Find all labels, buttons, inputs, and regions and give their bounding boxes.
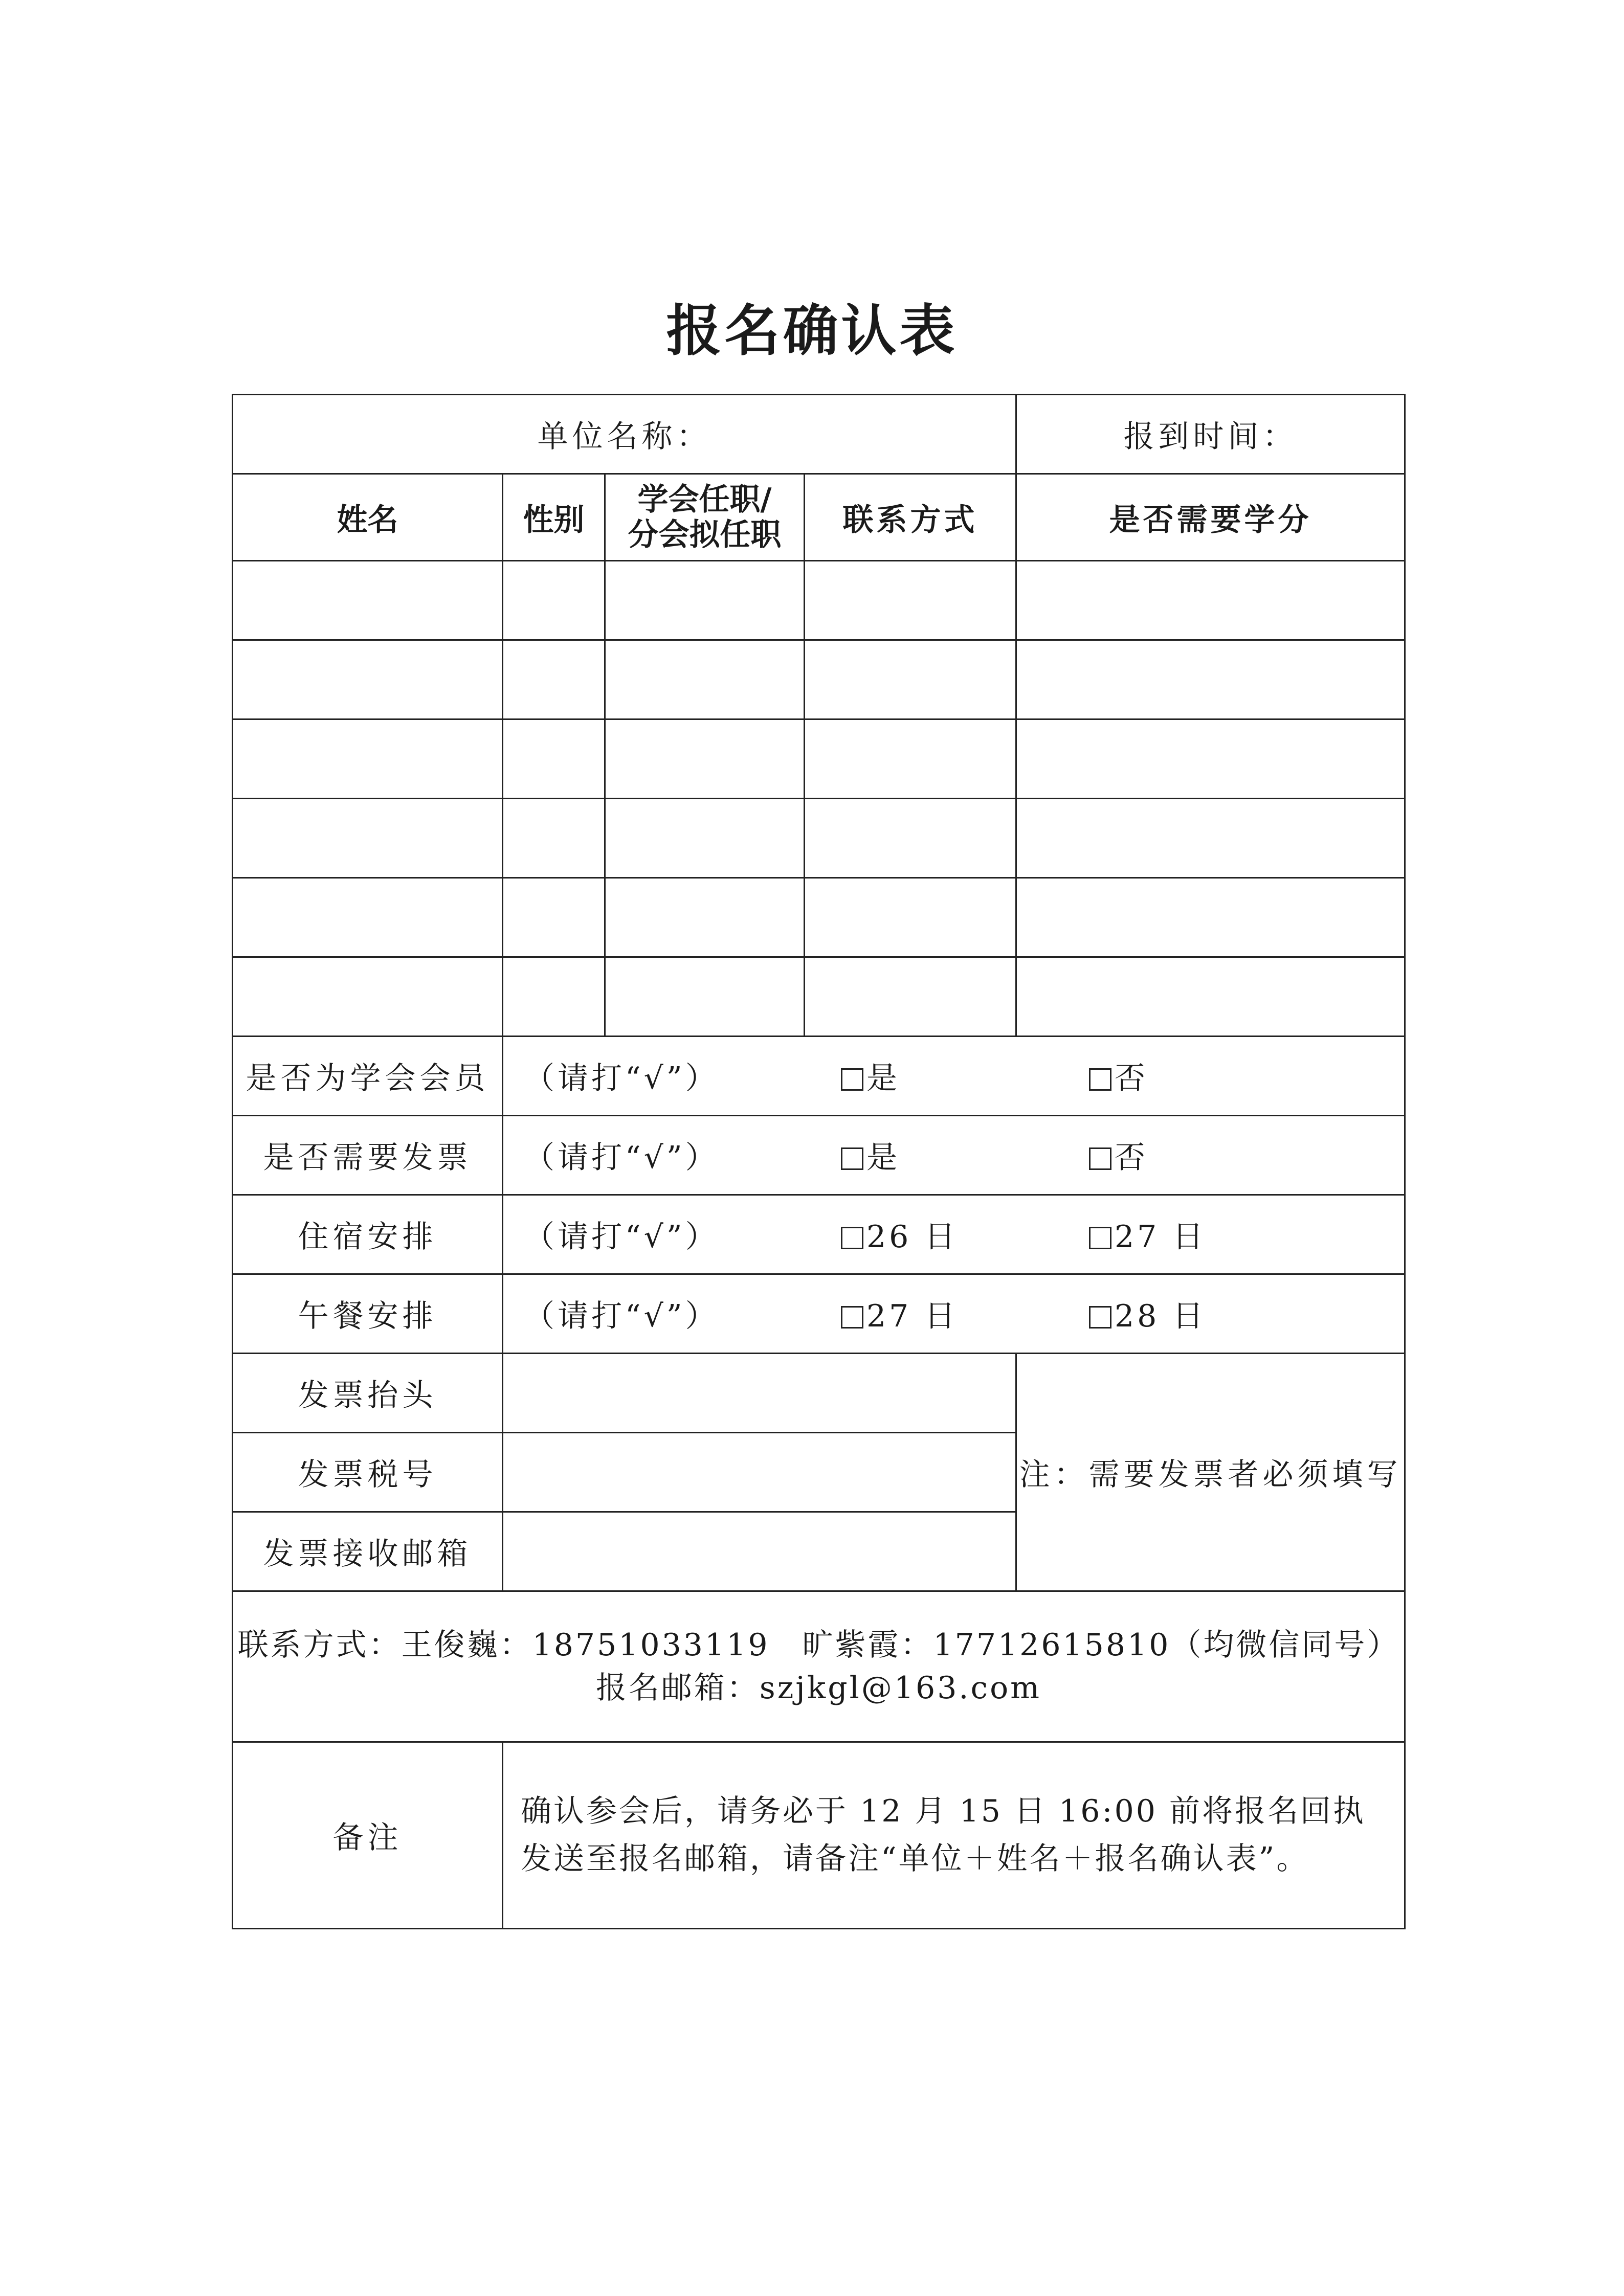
invoice-yes-label: 是 bbox=[866, 1140, 900, 1176]
invoice-title-row bbox=[233, 1354, 1405, 1433]
attendee-credit-cell[interactable] bbox=[1016, 561, 1405, 640]
unit-row bbox=[233, 395, 1405, 474]
checkbox-icon[interactable] bbox=[1089, 1227, 1111, 1249]
attendee-name-cell[interactable] bbox=[233, 640, 503, 719]
invoice-tax-field[interactable] bbox=[503, 1433, 1016, 1512]
checkbox-icon[interactable] bbox=[841, 1227, 863, 1249]
invoice-email-label: 发票接收邮箱 bbox=[233, 1512, 503, 1591]
attendee-row bbox=[233, 561, 1405, 640]
lodging-options bbox=[503, 1195, 1405, 1274]
check-prompt: （请打“√”） bbox=[524, 1219, 719, 1255]
attendee-row bbox=[233, 957, 1405, 1037]
lodging-day-a-label: 26 日 bbox=[866, 1219, 959, 1255]
check-prompt: （请打“√”） bbox=[524, 1061, 719, 1096]
registration-form-table bbox=[232, 394, 1406, 1929]
attendee-credit-cell[interactable] bbox=[1016, 719, 1405, 799]
header-row bbox=[233, 474, 1405, 561]
invoice-options bbox=[503, 1116, 1405, 1195]
member-yes-option[interactable] bbox=[841, 1054, 900, 1098]
attendee-gender-cell[interactable] bbox=[503, 561, 605, 640]
header-gender: 性别 bbox=[503, 474, 605, 561]
lunch-day-b-label: 28 日 bbox=[1115, 1298, 1207, 1334]
attendee-name-cell[interactable] bbox=[233, 957, 503, 1037]
invoice-title-label: 发票抬头 bbox=[233, 1354, 503, 1433]
attendee-name-cell[interactable] bbox=[233, 878, 503, 957]
lunch-label: 午餐安排 bbox=[233, 1274, 503, 1354]
attendee-row bbox=[233, 878, 1405, 957]
attendee-name-cell[interactable] bbox=[233, 561, 503, 640]
attendee-credit-cell[interactable] bbox=[1016, 878, 1405, 957]
header-name: 姓名 bbox=[233, 474, 503, 561]
member-no-option[interactable] bbox=[1089, 1054, 1148, 1098]
invoice-no-label: 否 bbox=[1115, 1140, 1148, 1176]
attendee-position-cell[interactable] bbox=[605, 640, 805, 719]
attendee-position-cell[interactable] bbox=[605, 957, 805, 1037]
attendee-contact-cell[interactable] bbox=[805, 561, 1016, 640]
lunch-day-b-option[interactable] bbox=[1089, 1292, 1206, 1336]
arrival-time-label: 报到时间： bbox=[1123, 419, 1298, 455]
member-options bbox=[503, 1037, 1405, 1116]
attendee-position-cell[interactable] bbox=[605, 561, 805, 640]
attendee-row bbox=[233, 719, 1405, 799]
remark-row bbox=[233, 1742, 1405, 1929]
attendee-contact-cell[interactable] bbox=[805, 719, 1016, 799]
header-position-line2: 分会拟任职 bbox=[628, 516, 782, 553]
attendee-position-cell[interactable] bbox=[605, 719, 805, 799]
lodging-day-a-option[interactable] bbox=[841, 1212, 958, 1256]
unit-name-field[interactable] bbox=[233, 395, 1016, 474]
attendee-name-cell[interactable] bbox=[233, 799, 503, 878]
checkbox-icon[interactable] bbox=[841, 1068, 863, 1091]
contact-row bbox=[233, 1591, 1405, 1742]
checkbox-icon[interactable] bbox=[841, 1306, 863, 1329]
attendee-gender-cell[interactable] bbox=[503, 957, 605, 1037]
attendee-name-cell[interactable] bbox=[233, 719, 503, 799]
lodging-label: 住宿安排 bbox=[233, 1195, 503, 1274]
attendee-position-cell[interactable] bbox=[605, 799, 805, 878]
page-title: 报名确认表 bbox=[666, 299, 958, 363]
unit-name-label: 单位名称： bbox=[537, 419, 711, 455]
member-label: 是否为学会会员 bbox=[233, 1037, 503, 1116]
lunch-day-a-label: 27 日 bbox=[866, 1298, 959, 1334]
member-no-label: 否 bbox=[1115, 1061, 1148, 1096]
attendee-gender-cell[interactable] bbox=[503, 640, 605, 719]
lunch-day-a-option[interactable] bbox=[841, 1292, 958, 1336]
invoice-title-field[interactable] bbox=[503, 1354, 1016, 1433]
attendee-row bbox=[233, 640, 1405, 719]
header-contact: 联系方式 bbox=[805, 474, 1016, 561]
lunch-options bbox=[503, 1274, 1405, 1354]
contact-phones: 联系方式：王俊巍：18751033119 旷紫霞：17712615810（均微信同号） bbox=[237, 1627, 1400, 1663]
header-position-line1: 学会任职/ bbox=[637, 481, 772, 517]
registration-email: 报名邮箱：szjkgl@163.com bbox=[595, 1670, 1042, 1706]
checkbox-icon[interactable] bbox=[1089, 1147, 1111, 1170]
invoice-tax-label: 发票税号 bbox=[233, 1433, 503, 1512]
attendee-contact-cell[interactable] bbox=[805, 640, 1016, 719]
header-position bbox=[605, 474, 805, 561]
lunch-row bbox=[233, 1274, 1405, 1354]
attendee-contact-cell[interactable] bbox=[805, 957, 1016, 1037]
invoice-label: 是否需要发票 bbox=[233, 1116, 503, 1195]
checkbox-icon[interactable] bbox=[1089, 1068, 1111, 1091]
remark-label: 备注 bbox=[233, 1742, 503, 1929]
lodging-day-b-option[interactable] bbox=[1089, 1212, 1206, 1256]
invoice-email-field[interactable] bbox=[503, 1512, 1016, 1591]
arrival-time-field[interactable] bbox=[1016, 395, 1405, 474]
attendee-contact-cell[interactable] bbox=[805, 878, 1016, 957]
member-yes-label: 是 bbox=[866, 1061, 900, 1096]
check-prompt: （请打“√”） bbox=[524, 1298, 719, 1334]
attendee-gender-cell[interactable] bbox=[503, 799, 605, 878]
attendee-credit-cell[interactable] bbox=[1016, 640, 1405, 719]
attendee-contact-cell[interactable] bbox=[805, 799, 1016, 878]
attendee-row bbox=[233, 799, 1405, 878]
member-row bbox=[233, 1037, 1405, 1116]
attendee-credit-cell[interactable] bbox=[1016, 957, 1405, 1037]
invoice-note: 注：需要发票者必须填写 bbox=[1016, 1354, 1405, 1591]
invoice-yes-option[interactable] bbox=[841, 1133, 900, 1177]
contact-info bbox=[233, 1591, 1405, 1742]
attendee-position-cell[interactable] bbox=[605, 878, 805, 957]
checkbox-icon[interactable] bbox=[841, 1147, 863, 1170]
lodging-row bbox=[233, 1195, 1405, 1274]
invoice-no-option[interactable] bbox=[1089, 1133, 1148, 1177]
header-credit: 是否需要学分 bbox=[1016, 474, 1405, 561]
remark-text: 确认参会后，请务必于 12 月 15 日 16:00 前将报名回执发送至报名邮箱，请备注“单位＋姓名＋报名确认表”。 bbox=[503, 1742, 1405, 1929]
invoice-row bbox=[233, 1116, 1405, 1195]
attendee-gender-cell[interactable] bbox=[503, 719, 605, 799]
attendee-credit-cell[interactable] bbox=[1016, 799, 1405, 878]
check-prompt: （请打“√”） bbox=[524, 1140, 719, 1176]
lodging-day-b-label: 27 日 bbox=[1115, 1219, 1207, 1255]
attendee-gender-cell[interactable] bbox=[503, 878, 605, 957]
checkbox-icon[interactable] bbox=[1089, 1306, 1111, 1329]
